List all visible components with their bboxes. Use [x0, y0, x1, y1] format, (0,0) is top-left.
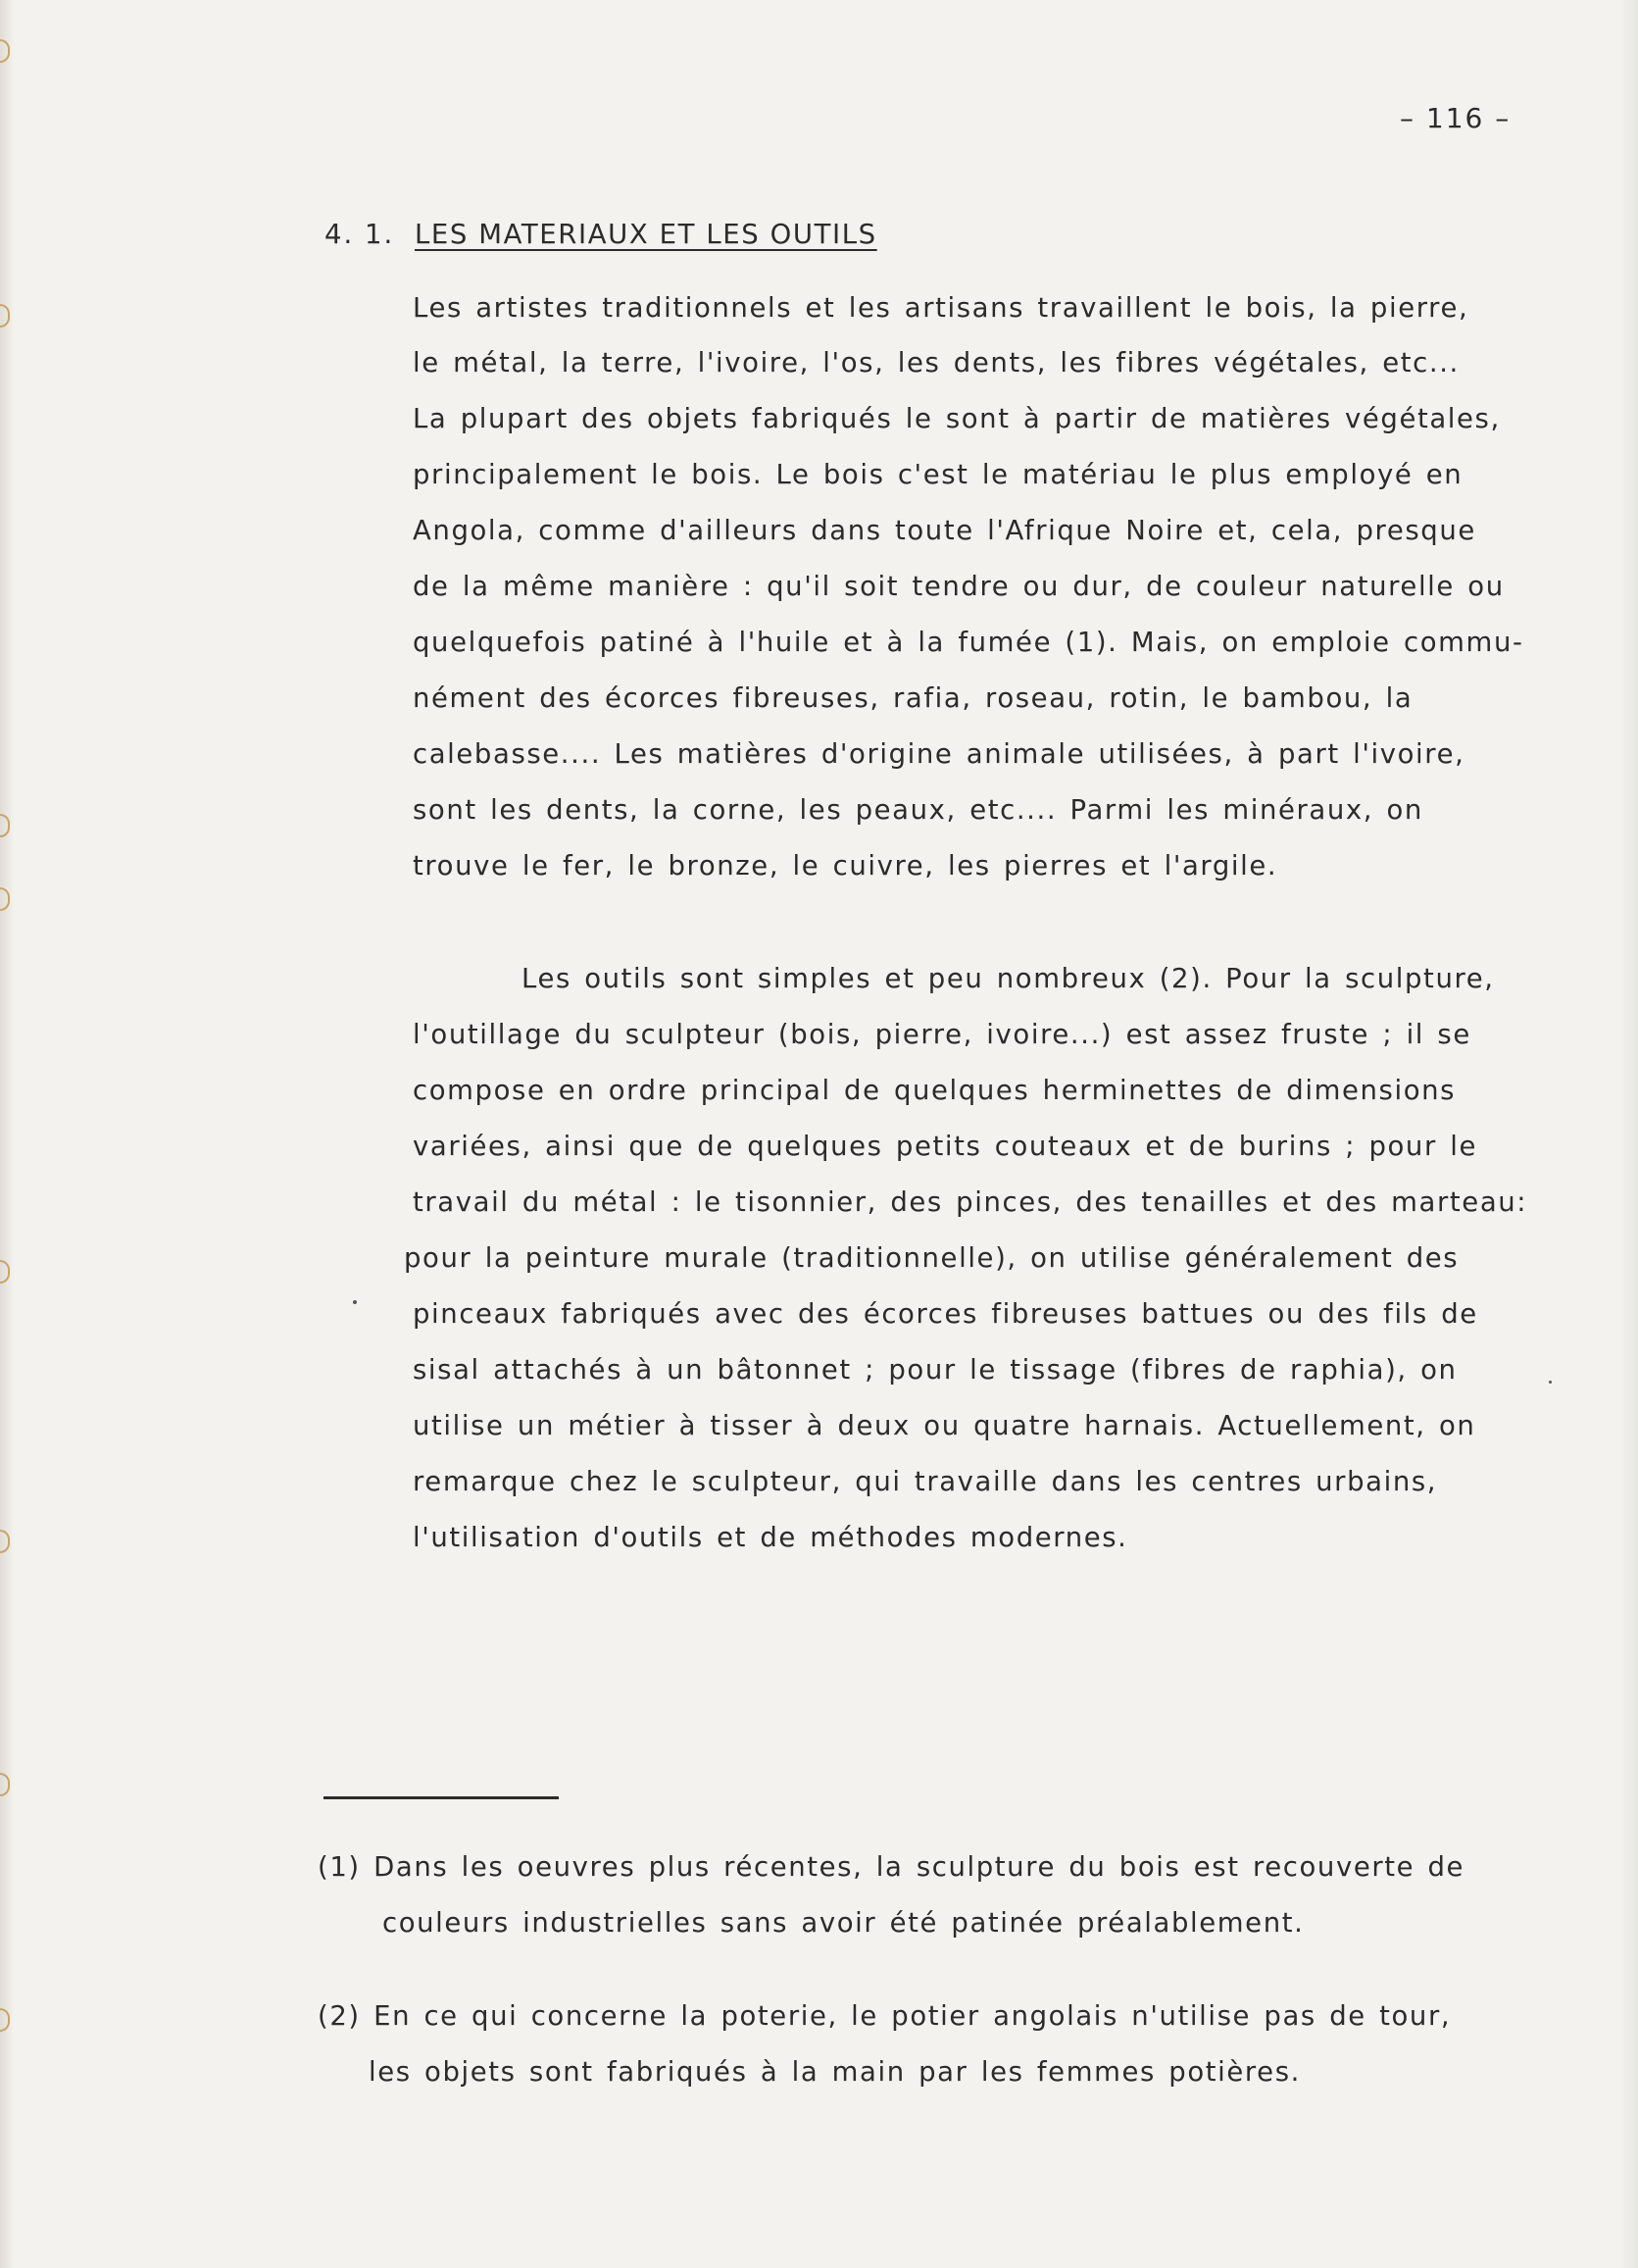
paragraph-line: La plupart des objets fabriqués le sont à partir de matières végétales,: [413, 403, 1501, 434]
paragraph-line: variées, ainsi que de quelques petits couteaux et de burins ; pour le: [413, 1131, 1477, 1162]
section-title: LES MATERIAUX ET LES OUTILS: [415, 219, 877, 250]
page-number: – 116 –: [1400, 102, 1512, 134]
paragraph-line: l'utilisation d'outils et de méthodes modernes.: [413, 1522, 1128, 1553]
paragraph-line: compose en ordre principal de quelques herminettes de dimensions: [413, 1075, 1457, 1106]
paragraph-line: sisal attachés à un bâtonnet ; pour le tissage (fibres de raphia), on: [413, 1354, 1458, 1386]
footnote-line: couleurs industrielles sans avoir été patinée préalablement.: [382, 1907, 1305, 1939]
paragraph-line: quelquefois patiné à l'huile et à la fumée (1). Mais, on emploie commu-: [413, 627, 1524, 658]
paragraph-line: sont les dents, la corne, les peaux, etc.... Parmi les minéraux, on: [413, 794, 1423, 826]
paragraph-line: pinceaux fabriqués avec des écorces fibreuses battues ou des fils de: [413, 1298, 1478, 1330]
paragraph-line: remarque chez le sculpteur, qui travaille dans les centres urbains,: [413, 1466, 1438, 1497]
page-shadow: [1620, 0, 1638, 2268]
binding-edge: [0, 0, 14, 2268]
footnote-line: (1) Dans les oeuvres plus récentes, la sculpture du bois est recouverte de: [318, 1851, 1465, 1883]
footnote-line: les objets sont fabriqués à la main par les femmes potières.: [369, 2056, 1301, 2088]
paragraph-line: pour la peinture murale (traditionnelle), on utilise généralement des: [404, 1242, 1460, 1274]
paragraph-line: Les outils sont simples et peu nombreux (2). Pour la sculpture,: [521, 963, 1495, 994]
paragraph-line: travail du métal : le tisonnier, des pinces, des tenailles et des marteau:: [413, 1186, 1528, 1218]
paragraph-line: principalement le bois. Le bois c'est le matériau le plus employé en: [413, 459, 1464, 490]
paragraph-line: le métal, la terre, l'ivoire, l'os, les dents, les fibres végétales, etc...: [413, 347, 1460, 378]
paragraph-line: Angola, comme d'ailleurs dans toute l'Afrique Noire et, cela, presque: [413, 515, 1476, 546]
paragraph-line: calebasse.... Les matières d'origine animale utilisées, à part l'ivoire,: [413, 738, 1465, 770]
paragraph-line: Les artistes traditionnels et les artisans travaillent le bois, la pierre,: [413, 292, 1469, 324]
footnote-line: (2) En ce qui concerne la poterie, le potier angolais n'utilise pas de tour,: [318, 2000, 1452, 2032]
paragraph-line: nément des écorces fibreuses, rafia, roseau, rotin, le bambou, la: [413, 682, 1414, 714]
paragraph-line: utilise un métier à tisser à deux ou quatre harnais. Actuellement, on: [413, 1410, 1476, 1441]
paragraph-line: l'outillage du sculpteur (bois, pierre, ivoire...) est assez fruste ; il se: [413, 1019, 1471, 1050]
paper-speck: [353, 1300, 357, 1304]
section-number: 4. 1.: [324, 219, 395, 250]
footnote-separator: [323, 1796, 559, 1799]
paragraph-line: trouve le fer, le bronze, le cuivre, les pierres et l'argile.: [413, 850, 1278, 882]
paper-speck: [1549, 1381, 1552, 1384]
paragraph-line: de la même manière : qu'il soit tendre ou dur, de couleur naturelle ou: [413, 571, 1505, 602]
